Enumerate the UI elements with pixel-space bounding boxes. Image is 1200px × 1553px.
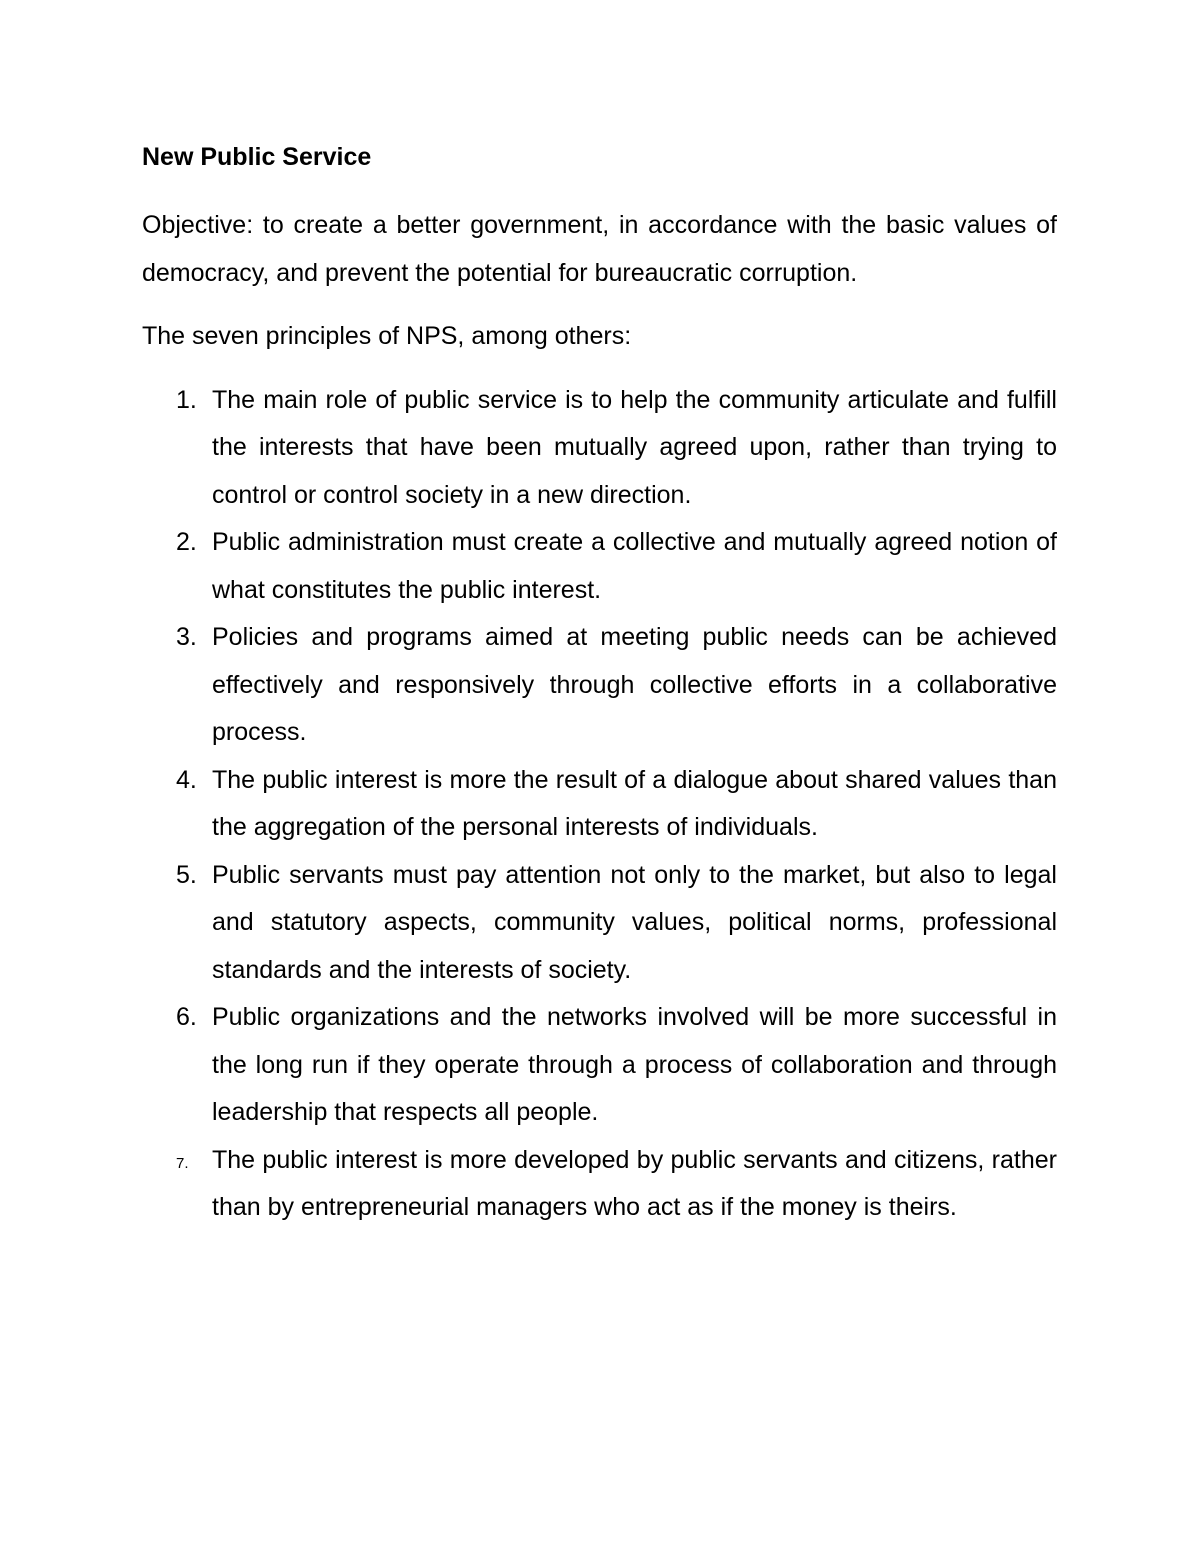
principles-list bbox=[142, 377, 1057, 1232]
principle-number: 4. bbox=[176, 765, 197, 794]
principle-text: The main role of public service is to help the community articulate and fulfill the interests that have been mutually agreed upon, rather than trying to control or control society in a new direction. bbox=[212, 385, 1057, 509]
principle-item bbox=[142, 757, 1057, 852]
principle-text: Policies and programs aimed at meeting public needs can be achieved effectively and responsively through collective efforts in a collaborative process. bbox=[212, 623, 1057, 746]
objective-paragraph: Objective: to create a better government, in accordance with the basic values of democracy, and prevent the potential for bureaucratic corruption. bbox=[142, 211, 1057, 287]
principle-item bbox=[142, 1137, 1057, 1232]
principle-text: The public interest is more developed by public servants and citizens, rather than by entrepreneurial managers who act as if the money is theirs. bbox=[212, 1145, 1057, 1221]
principle-item bbox=[142, 994, 1057, 1137]
principle-text: Public servants must pay attention not only to the market, but also to legal and statutory aspects, community values, political norms, professional standards and the interests of society. bbox=[212, 860, 1057, 984]
principles-intro: The seven principles of NPS, among others: bbox=[142, 322, 632, 350]
document-title: New Public Service bbox=[142, 143, 372, 171]
principle-item bbox=[142, 852, 1057, 995]
principle-item bbox=[142, 614, 1057, 757]
principle-item bbox=[142, 519, 1057, 614]
principle-number: 6. bbox=[176, 1003, 197, 1031]
principle-number: 1. bbox=[176, 385, 197, 414]
document-body bbox=[142, 138, 1057, 1232]
principle-number: 2. bbox=[176, 528, 197, 556]
principle-text: Public administration must create a collective and mutually agreed notion of what constitutes the public interest. bbox=[212, 528, 1057, 604]
principle-item bbox=[142, 377, 1057, 520]
principle-text: The public interest is more the result of a dialogue about shared values than the aggregation of the personal interests of individuals. bbox=[212, 765, 1057, 841]
principle-number: 3. bbox=[176, 623, 197, 651]
principle-number: 5. bbox=[176, 860, 197, 889]
principle-text: Public organizations and the networks involved will be more successful in the long run if they operate through a process of collaboration and through leadership that respects all people. bbox=[212, 1003, 1057, 1126]
principle-number: 7. bbox=[176, 1154, 189, 1172]
